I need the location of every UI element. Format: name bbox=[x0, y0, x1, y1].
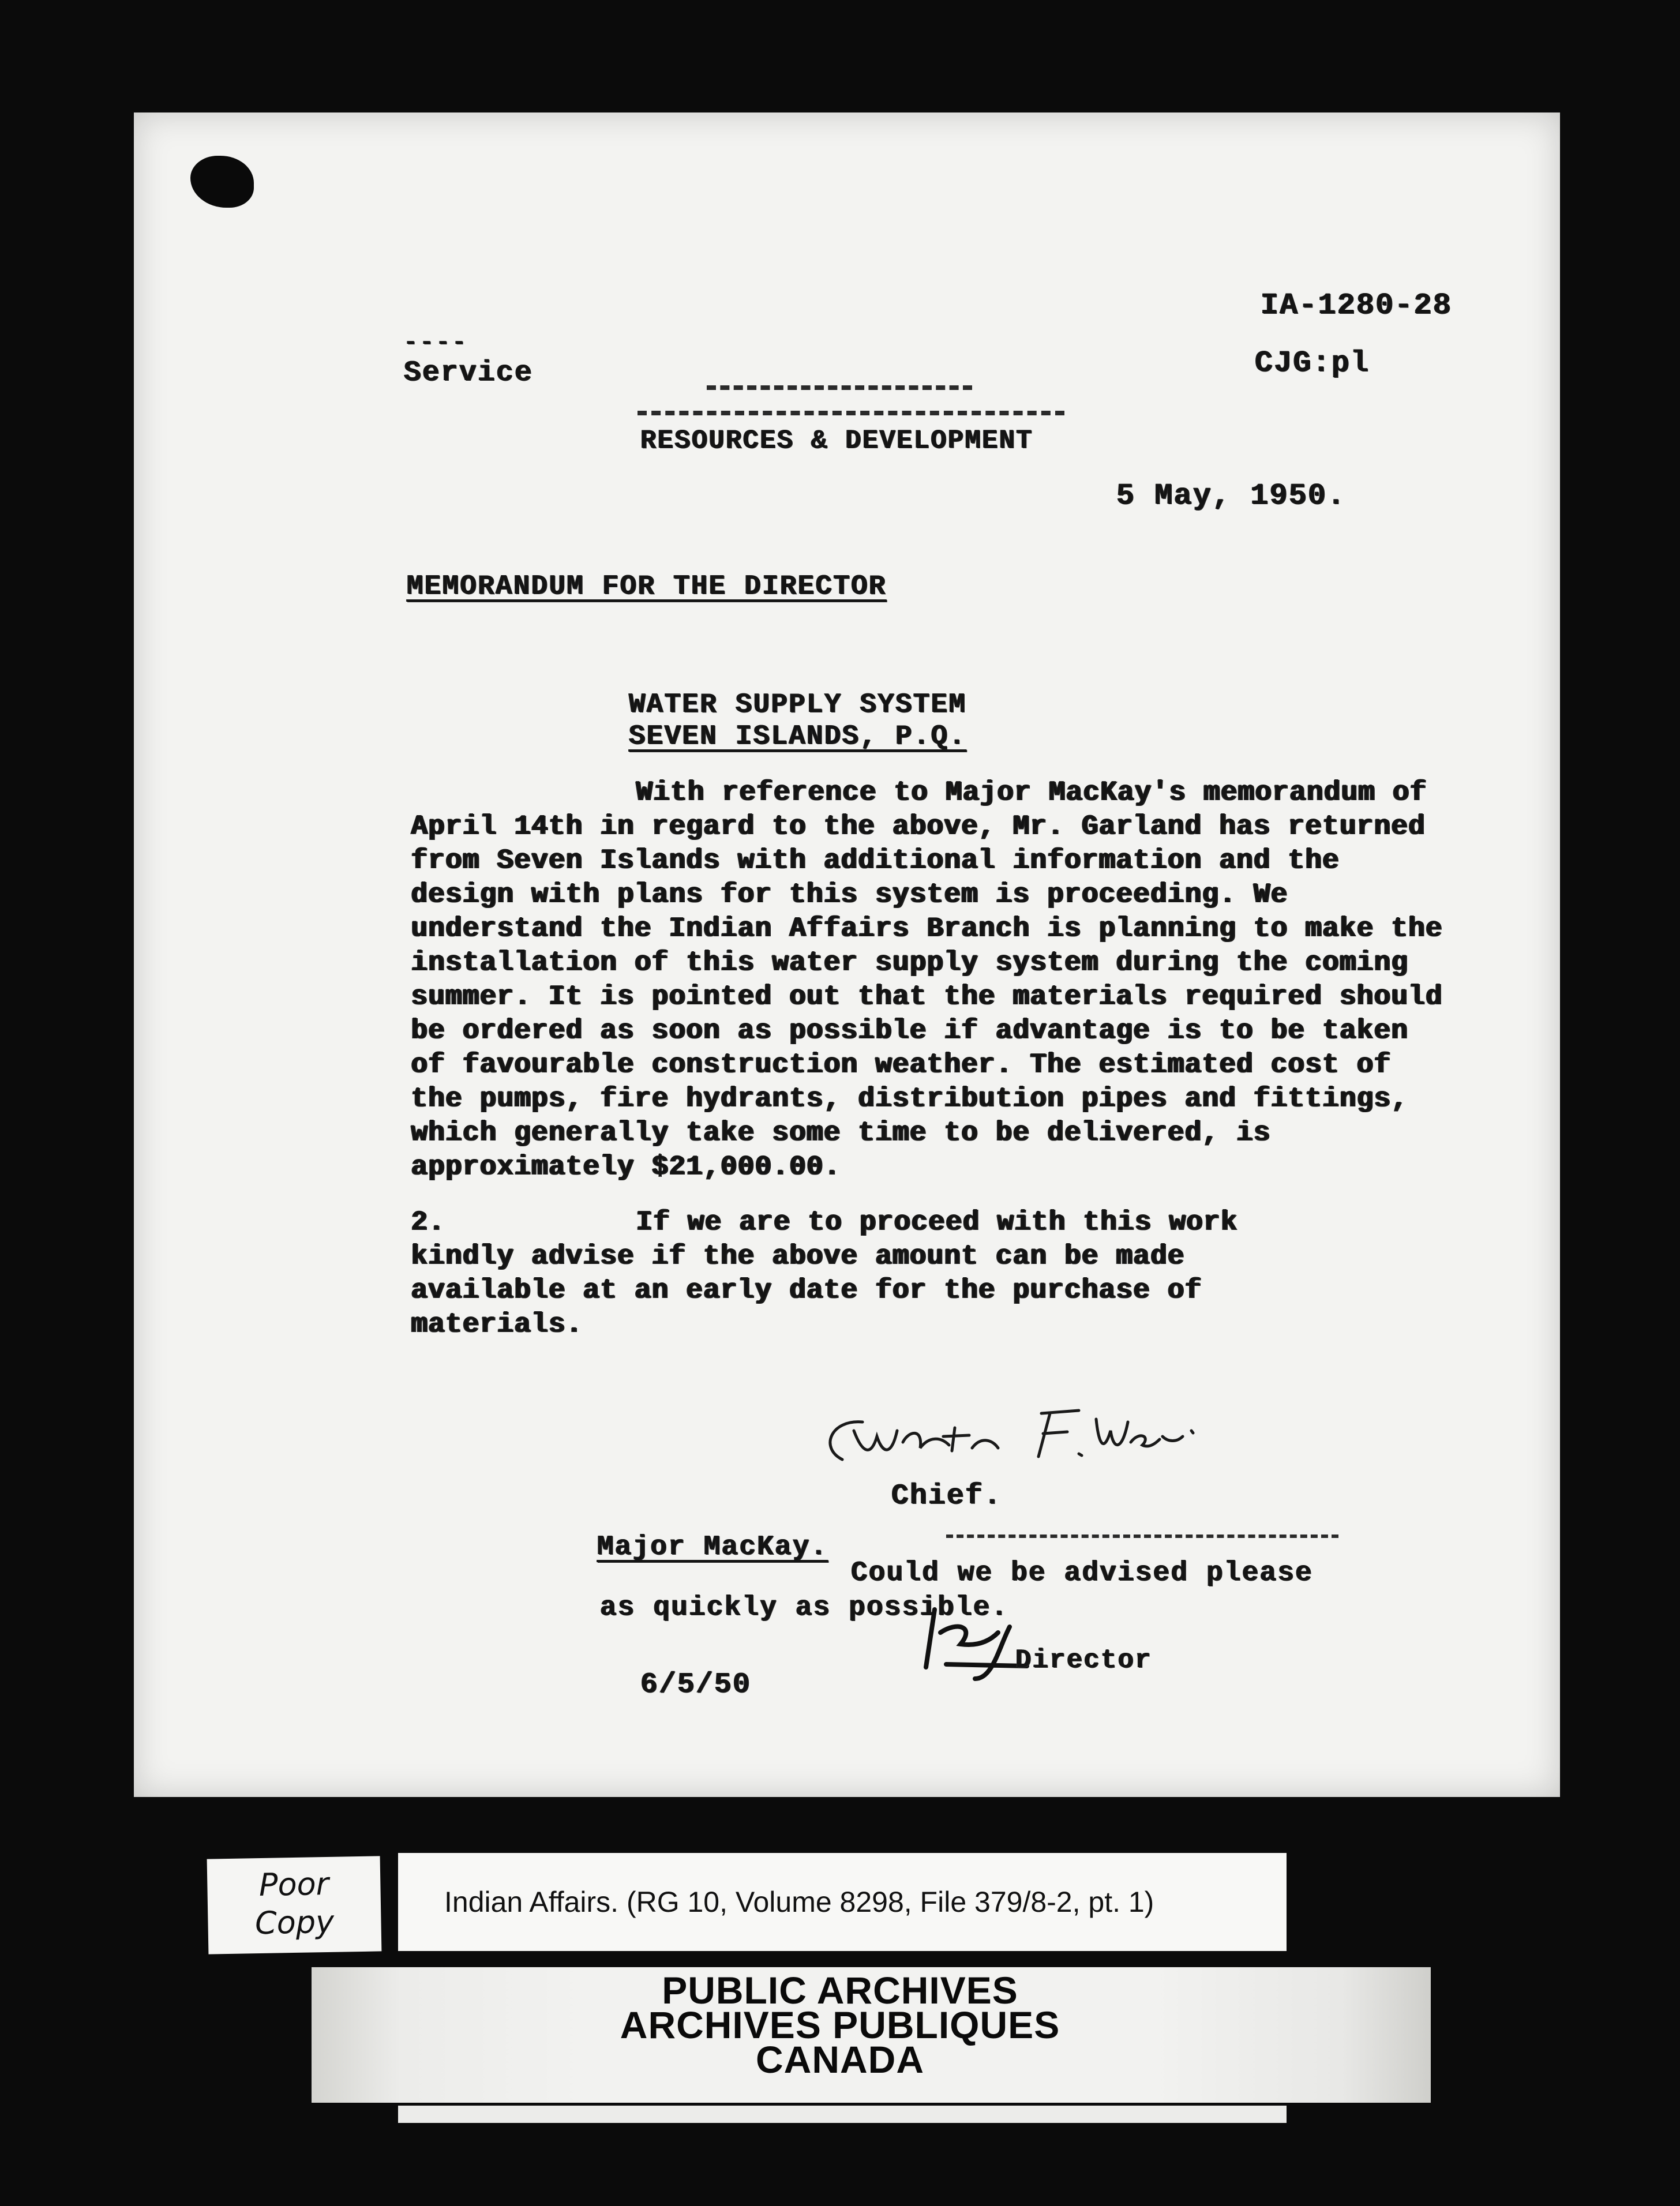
citation-text: Indian Affairs. (RG 10, Volume 8298, File 379/8-2, pt. 1) bbox=[444, 1886, 1154, 1918]
archives-line-2: ARCHIVES PUBLIQUES bbox=[620, 2004, 1060, 2046]
file-reference: IA-1280-28 bbox=[1261, 288, 1453, 322]
subject-line-1: WATER SUPPLY SYSTEM bbox=[629, 689, 967, 721]
note-line-2: as quickly as possible. bbox=[600, 1592, 1009, 1623]
archives-stamp-text bbox=[0, 1969, 1680, 2081]
service-label: Service bbox=[404, 357, 534, 389]
poor-copy-line-1: Poor bbox=[258, 1865, 329, 1904]
typist-initials: CJG:pl bbox=[1255, 346, 1370, 380]
poor-copy-label bbox=[207, 1856, 382, 1954]
paragraph-1: With reference to Major MacKay's memorandum of April 14th in regard to the above, Mr. Garland has returned from Seven Islands with additional information and the design with plans for this system is proceeding. We understand the Indian Affairs Branch is planning to make the installation of this water supply system during the coming summer. It is pointed out that the materials required should be ordered as soon as possible if advantage is to be taken of favourable construction weather. The estimated cost of the pumps, fire hydrants, distribution pipes and fittings, which generally take some time to be delivered, is approximately $21,000.00. bbox=[411, 777, 1443, 1183]
director-title: Director bbox=[1015, 1645, 1152, 1675]
paragraph-2 bbox=[411, 1206, 1276, 1342]
memo-body bbox=[411, 776, 1449, 1184]
paragraph-2-number: 2. bbox=[411, 1207, 445, 1238]
archives-line-1: PUBLIC ARCHIVES bbox=[662, 1969, 1018, 2012]
paragraph-2-text: If we are to proceed with this work kindly advise if the above amount can be made available at an early date for the purchase of materials. bbox=[411, 1207, 1238, 1340]
dashed-rule-short bbox=[707, 385, 972, 390]
memo-date: 5 May, 1950. bbox=[1116, 479, 1347, 513]
dash-mark: ---- bbox=[404, 330, 469, 356]
addressee: Major MacKay. bbox=[597, 1532, 828, 1563]
archives-line-3: CANADA bbox=[756, 2038, 924, 2081]
note-rule bbox=[946, 1535, 1338, 1538]
note-line-1: Could we be advised please bbox=[851, 1558, 1313, 1589]
subject-line-2: SEVEN ISLANDS, P.Q. bbox=[629, 721, 967, 752]
memo-heading: MEMORANDUM FOR THE DIRECTOR bbox=[407, 571, 887, 602]
archival-citation bbox=[398, 1853, 1287, 1951]
bottom-strip bbox=[398, 2106, 1287, 2123]
department-name: RESOURCES & DEVELOPMENT bbox=[640, 426, 1033, 456]
poor-copy-line-2: Copy bbox=[254, 1903, 335, 1942]
memo-body-2 bbox=[411, 1206, 1276, 1342]
chief-signature bbox=[808, 1396, 1200, 1483]
signature-title-chief: Chief. bbox=[891, 1480, 1003, 1513]
note-date: 6/5/50 bbox=[640, 1668, 752, 1701]
dashed-rule-long bbox=[638, 411, 1064, 415]
